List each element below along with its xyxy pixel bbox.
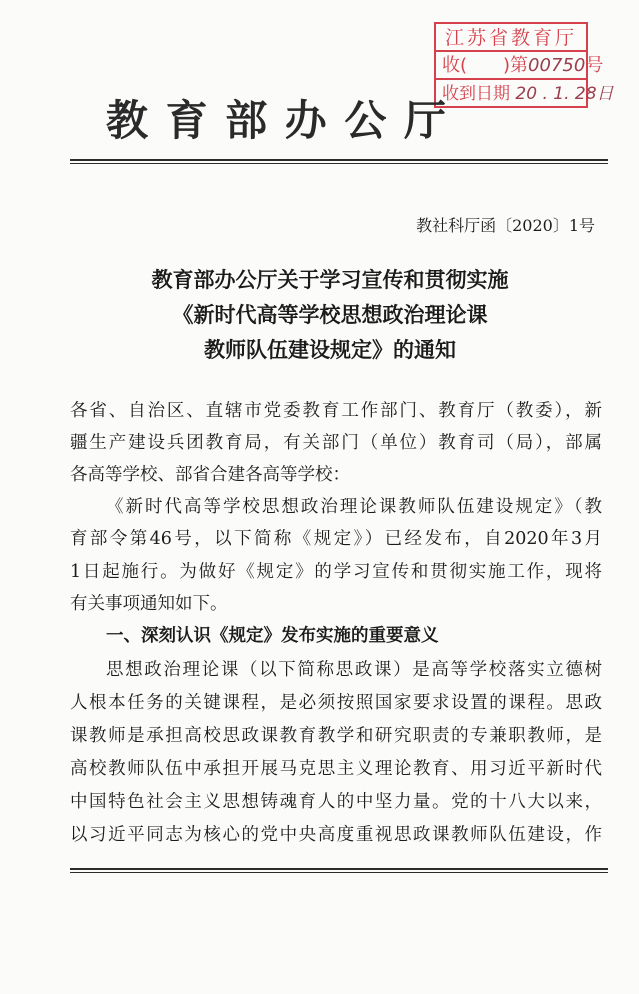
- issuer-char: 部: [225, 96, 268, 145]
- body-line: 有关事项通知如下。: [70, 594, 228, 614]
- issuer-char: 厅: [403, 96, 446, 145]
- stamp-received-label: 收( )第: [442, 55, 529, 76]
- section-heading: 一、深刻认识《规定》发布实施的重要意义: [106, 626, 439, 646]
- issuer-char: 公: [344, 96, 387, 145]
- body-line: 中国特色社会主义思想铸魂育人的中坚力量。党的十八大以来，: [70, 792, 602, 812]
- issuer-char: 办: [284, 96, 327, 145]
- stamp-date-label: 收到日期: [442, 84, 510, 104]
- header-rule-thin: [70, 163, 608, 164]
- stamp-received-number: 00750: [528, 55, 586, 76]
- title-line: 《新时代高等学校思想政治理论课: [172, 302, 488, 327]
- body-line: 《新时代高等学校思想政治理论课教师队伍建设规定》（教: [106, 497, 602, 517]
- body-line: 1日起施行。为做好《规定》的学习宣传和贯彻实施工作，现将: [70, 562, 602, 582]
- issuer-char: 教: [106, 96, 149, 145]
- body-line: 疆生产建设兵团教育局，有关部门（单位）教育司（局），部属: [70, 433, 602, 453]
- issuer-char: 育: [165, 96, 208, 145]
- header-rule: [70, 159, 608, 161]
- title-line: 教师队伍建设规定》的通知: [204, 337, 456, 362]
- received-stamp: [434, 22, 614, 108]
- stamp-office: 江苏省教育厅: [436, 24, 586, 52]
- body-line: 高校教师队伍中承担开展马克思主义理论教育、用习近平新时代: [70, 759, 602, 779]
- body-line: 思想政治理论课（以下简称思政课）是高等学校落实立德树: [106, 660, 602, 680]
- body-line: 人根本任务的关键课程，是必须按照国家要求设置的课程。思政: [70, 693, 602, 713]
- issuer-header: [106, 88, 446, 148]
- body-line: 以习近平同志为核心的党中央高度重视思政课教师队伍建设，作: [70, 825, 602, 845]
- stamp-date-value: 20 . 1. 28日: [515, 84, 614, 104]
- title-line: 教育部办公厅关于学习宣传和贯彻实施: [151, 267, 509, 292]
- body-line: 各高等学校、部省合建各高等学校：: [70, 465, 350, 485]
- stamp-received-suffix: 号: [585, 55, 604, 76]
- document-number: 教社科厅函〔2020〕1号: [416, 216, 595, 235]
- body-line: 各省、自治区、直辖市党委教育工作部门、教育厅（教委），新: [70, 401, 602, 421]
- body-line: 课教师是承担高校思政课教育教学和研究职责的专兼职教师，是: [70, 726, 602, 746]
- body-line: 育部令第46号，以下简称《规定》）已经发布，自2020年3月: [70, 529, 602, 549]
- stamp-date-row: [436, 80, 614, 108]
- footer-rule: [70, 868, 608, 870]
- footer-rule-thin: [70, 872, 608, 873]
- stamp-received-row: [436, 52, 604, 80]
